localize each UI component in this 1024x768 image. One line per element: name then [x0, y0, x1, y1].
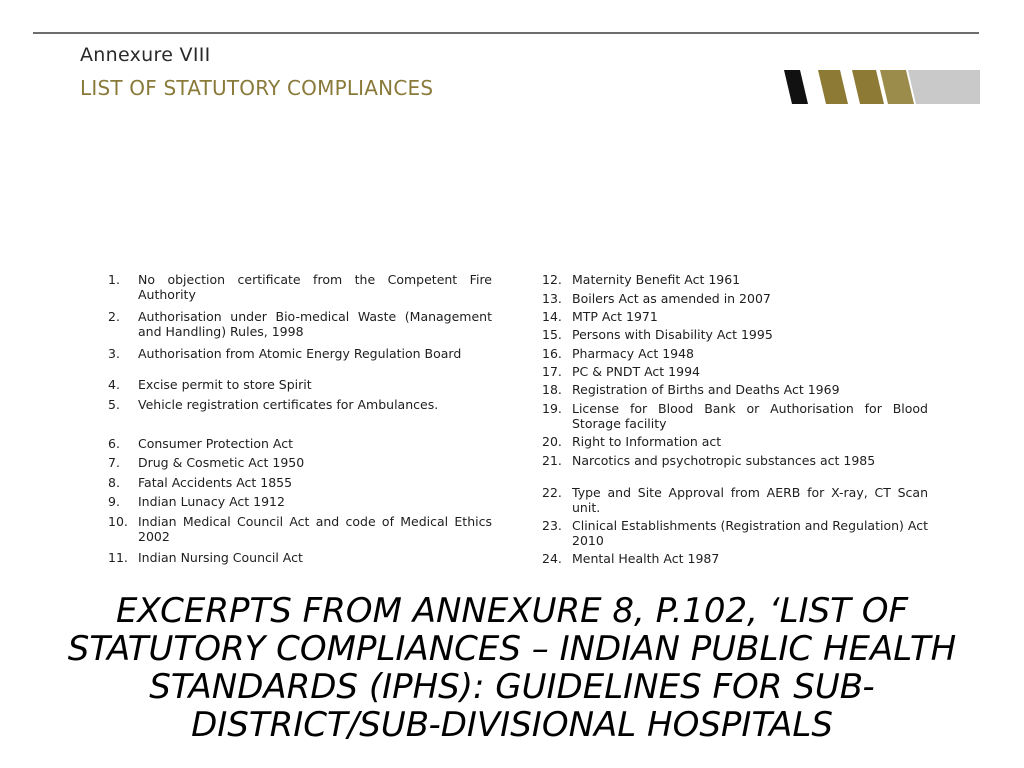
list-item-number: 7. [108, 455, 120, 470]
list-item-number: 18. [542, 382, 562, 397]
list-item-text: Indian Nursing Council Act [138, 550, 303, 565]
list-item [108, 397, 492, 412]
list-item [108, 494, 492, 509]
list-item-number: 22. [542, 485, 562, 500]
list-item [542, 434, 928, 449]
compliance-list-right [542, 272, 928, 572]
list-item-text: Consumer Protection Act [138, 436, 294, 451]
list-item [108, 550, 492, 565]
list-item-number: 16. [542, 346, 562, 361]
list-item [542, 272, 928, 287]
list-item-number: 15. [542, 327, 562, 342]
list-item-text: Authorisation under Bio-medical Waste (Management and Handling) Rules, 1998 [138, 309, 492, 339]
list-item-number: 2. [108, 309, 120, 324]
list-item [542, 401, 928, 431]
list-item [542, 309, 928, 324]
list-item-number: 9. [108, 494, 120, 509]
list-item-text: Pharmacy Act 1948 [572, 346, 695, 361]
list-item [542, 485, 928, 515]
list-item-number: 4. [108, 377, 120, 392]
list-item-number: 12. [542, 272, 562, 287]
list-item-text: Clinical Establishments (Registration and Regulation) Act 2010 [572, 518, 928, 548]
annexure-label: Annexure VIII [80, 44, 211, 66]
list-item-number: 24. [542, 551, 562, 566]
list-item [108, 309, 492, 339]
list-item-number: 1. [108, 272, 120, 287]
list-item-text: No objection certificate from the Competent Fire Authority [138, 272, 492, 302]
list-item-number: 13. [542, 291, 562, 306]
list-item [108, 346, 492, 361]
decorative-stripes [780, 70, 980, 104]
list-item-text: Persons with Disability Act 1995 [572, 327, 773, 342]
slide-caption: EXCERPTS FROM ANNEXURE 8, P.102, ‘LIST OF STATUTORY COMPLIANCES – INDIAN PUBLIC HEALTH STANDARDS (IPHS): GUIDELINES FOR SUB-DISTRICT/SUB-DIVISIONAL HOSPITALS [67, 591, 957, 745]
list-item-number: 6. [108, 436, 120, 451]
list-item [542, 346, 928, 361]
list-item-number: 11. [108, 550, 128, 565]
list-item [108, 377, 492, 392]
list-item [108, 475, 492, 490]
list-item [108, 272, 492, 302]
list-item-text: Drug & Cosmetic Act 1950 [138, 455, 305, 470]
list-item [542, 453, 928, 468]
stripe-gray [908, 70, 980, 104]
list-item-number: 14. [542, 309, 562, 324]
list-item [542, 327, 928, 342]
list-item-text: Maternity Benefit Act 1961 [572, 272, 741, 287]
list-item [542, 518, 928, 548]
list-item [542, 382, 928, 397]
list-item-text: Mental Health Act 1987 [572, 551, 720, 566]
list-item-text: Fatal Accidents Act 1855 [138, 475, 293, 490]
list-item-number: 19. [542, 401, 562, 416]
stripe-gold-2 [852, 70, 884, 104]
top-divider [33, 32, 979, 34]
stripe-gold-3 [880, 70, 914, 104]
annexure-title: LIST OF STATUTORY COMPLIANCES [80, 76, 434, 100]
list-item-text: Type and Site Approval from AERB for X-ray, CT Scan unit. [572, 485, 928, 515]
list-item-text: Authorisation from Atomic Energy Regulation Board [138, 346, 462, 361]
list-item [108, 455, 492, 470]
list-item-number: 10. [108, 514, 128, 529]
list-item [108, 514, 492, 544]
list-item [542, 364, 928, 379]
list-item [542, 551, 928, 566]
list-item-text: Indian Lunacy Act 1912 [138, 494, 285, 509]
list-item-text: Boilers Act as amended in 2007 [572, 291, 771, 306]
list-item [108, 436, 492, 451]
list-item-number: 8. [108, 475, 120, 490]
list-item-text: Narcotics and psychotropic substances act 1985 [572, 453, 876, 468]
compliance-list-left [108, 272, 492, 572]
list-item-text: License for Blood Bank or Authorisation for Blood Storage facility [572, 401, 928, 431]
list-item-text: Registration of Births and Deaths Act 1969 [572, 382, 840, 397]
list-item-text: Vehicle registration certificates for Ambulances. [138, 397, 439, 412]
list-item-text: Right to Information act [572, 434, 722, 449]
list-item-text: MTP Act 1971 [572, 309, 658, 324]
list-item-number: 3. [108, 346, 120, 361]
list-item-text: PC & PNDT Act 1994 [572, 364, 700, 379]
list-item-number: 17. [542, 364, 562, 379]
list-item-text: Excise permit to store Spirit [138, 377, 312, 392]
list-item-text: Indian Medical Council Act and code of Medical Ethics 2002 [138, 514, 492, 544]
list-item [542, 291, 928, 306]
list-item-number: 20. [542, 434, 562, 449]
list-item-number: 21. [542, 453, 562, 468]
list-item-number: 5. [108, 397, 120, 412]
list-item-number: 23. [542, 518, 562, 533]
